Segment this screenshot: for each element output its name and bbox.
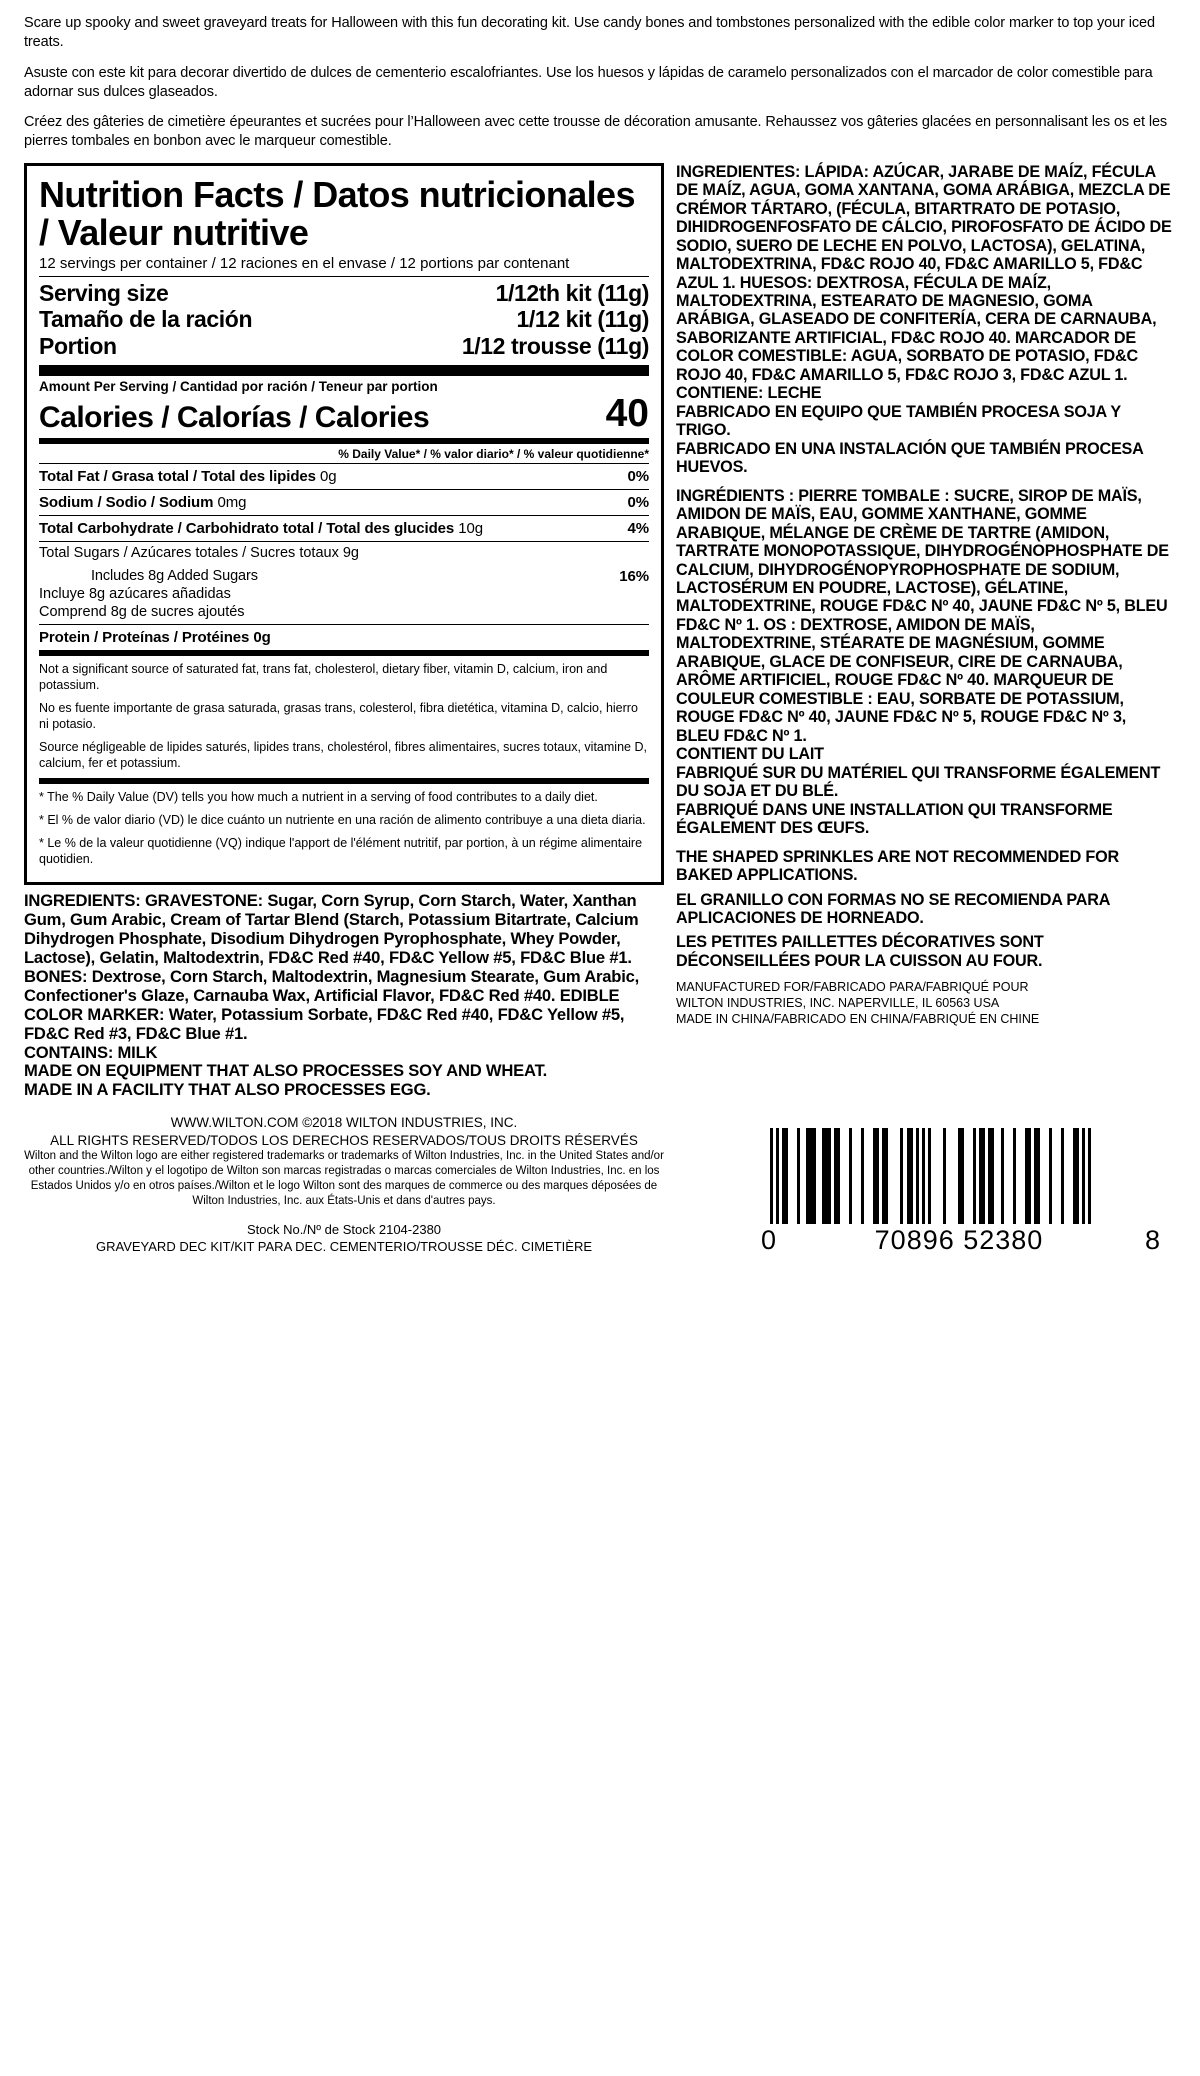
serving-size-block [39,277,649,361]
footnote-en: Not a significant source of saturated fat, trans fat, cholesterol, dietary fiber, vitamin D, calcium, iron and potassium. [39,662,608,693]
total-fat-dv: 0% [627,468,649,486]
facility-warning-fr: FABRIQUÉ DANS UNE INSTALLATION QUI TRANSFORME ÉGALEMENT DES ŒUFS. [676,800,1113,838]
equipment-warning-fr: FABRIQUÉ SUR DU MATÉRIEL QUI TRANSFORME ÉGALEMENT DU SOJA ET DU BLÉ. [676,763,1161,801]
ingredients-french [676,487,1172,838]
sprinkle-note-es: EL GRANILLO CON FORMAS NO SE RECOMIENDA PARA APLICACIONES DE HORNEADO. [676,890,1110,927]
footer-left [24,1114,664,1256]
serving-size-row [39,333,649,359]
footer-website: WWW.WILTON.COM ©2018 WILTON INDUSTRIES, INC. [170,1115,518,1131]
ingredients-en-body: INGREDIENTS: GRAVESTONE: Sugar, Corn Syrup, Corn Starch, Water, Xanthan Gum, Gum Arabic, Cream of Tartar Blend (Starch, Potassium Bitartrate, Calcium Dihydrogen Phosphate, Disodium Dihydrogen Pyrophosphate, Whey Powder, Lactose), Gelatin, Maltodextrin, FD&C Red #40, FD&C Yellow #5, FD&C Blue #1. BONES: Dextrose, Corn Starch, Maltodextrin, Magnesium Stearate, Gum Arabic, Confectioner's Glaze, Carnauba Wax, Artificial Flavor, FD&C Red #40. EDIBLE COLOR MARKER: Water, Potassium Sorbate, FD&C Red #40, FD&C Yellow #5, FD&C Red #3, FD&C Blue #1. [24,891,640,1043]
footer-rights: ALL RIGHTS RESERVED/TODOS LOS DERECHOS RESERVADOS/TOUS DROITS RÉSERVÉS [50,1132,638,1148]
sprinkle-note-en: THE SHAPED SPRINKLES ARE NOT RECOMMENDED FOR BAKED APPLICATIONS. [676,847,1119,885]
ingredients-fr-body: INGRÉDIENTS : PIERRE TOMBALE : SUCRE, SIROP DE MAÏS, AMIDON DE MAÏS, EAU, GOMME XANTHANE, GOMME ARABIQUE, MÉLANGE DE CRÈME DE TARTRE (AMIDON, TARTRATE MONOPOTASSIQUE, DIHYDROGÉNOPHOSPHATE DE CALCIUM, DIHYDROGÉNOPYROPHOSPHATE DE SODIUM, LACTOSÉRUM EN POUDRE, LACTOSE), GÉLATINE, MALTODEXTRINE, ROUGE FD&C Nº 40, JAUNE FD&C Nº 5, BLEU FD&C Nº 1. OS : DEXTROSE, AMIDON DE MAÏS, MALTODEXTRINE, STÉARATE DE MAGNÉSIUM, GOMME ARABIQUE, GLACE DE CONFISEUR, CIRE DE CARNAUBA, ARÔME ARTIFICIEL, ROUGE FD&C Nº 40. MARQUEUR DE COULEUR COMESTIBLE : EAU, SORBATE DE POTASSIUM, ROUGE FD&C Nº 40, JAUNE FD&C Nº 5, ROUGE FD&C Nº 3, BLEU FD&C Nº 1. [676,486,1169,745]
serving-size-label-en: Serving size [39,280,169,306]
description-es: Asuste con este kit para decorar divertido de dulces de cementerio escalofriantes. Use los huesos y lápidas de caramelo personalizados con el marcador de color comestible para adornar sus dulces glaseados. [24,64,1153,100]
daily-value-header: % Daily Value* / % valor diario* / % valeur quotidienne* [338,447,649,462]
serving-size-label-es: Tamaño de la ración [39,306,253,333]
stock-info [24,1222,664,1256]
daily-value-footnotes [39,778,649,867]
added-sugars-label-es: Incluye 8g azúcares añadidas [39,586,231,603]
footnote-fr: Source négligeable de lipides saturés, lipides trans, cholestérol, fibres alimentaires, sucres totaux, vitamine D, calcium, fer et potassium. [39,740,647,771]
added-sugars-label-en: Includes 8g Added Sugars [91,568,258,585]
manufactured-line-3: MADE IN CHINA/FABRICADO EN CHINA/FABRIQUÉ EN CHINE [676,1011,1040,1026]
right-column [676,163,1172,1028]
dv-footnote-es: * El % de valor diario (VD) le dice cuánto un nutriente en una ración de alimento contribuye a una dieta diaria. [39,813,646,828]
description-en: Scare up spooky and sweet graveyard treats for Halloween with this fun decorating kit. Use candy bones and tombstones personalized with the edible color marker to top your iced treats. [24,15,1155,51]
product-description [24,14,1176,152]
nutrition-facts-title: Nutrition Facts / Datos nutricionales / Valeur nutritive [39,173,635,253]
total-sugars-row: Total Sugars / Azúcares totales / Sucres totaux 9g [39,541,649,564]
protein-label: Protein / Proteínas / Protéines 0g [39,629,271,647]
protein-row [39,624,649,650]
facility-warning-en: MADE IN A FACILITY THAT ALSO PROCESSES EGG. [24,1080,431,1100]
total-carbohydrate-label: Total Carbohydrate / Carbohidrato total / Total des glucides 10g [39,520,483,538]
added-sugars-dv: 16% [619,568,649,586]
serving-size-label-fr: Portion [39,332,117,359]
barcode-digit-left: 0 [761,1225,778,1256]
kit-name: GRAVEYARD DEC KIT/KIT PARA DEC. CEMENTERIO/TROUSSE DÉC. CIMETIÈRE [96,1239,592,1255]
stock-number: Stock No./Nº de Stock 2104-2380 [246,1222,442,1238]
nutrition-footnotes [39,656,649,771]
equipment-warning-es: FABRICADO EN EQUIPO QUE TAMBIÉN PROCESA SOJA Y TRIGO. [676,402,1121,440]
footer-right [706,1128,1176,1256]
total-fat-label: Total Fat / Grasa total / Total des lipides 0g [39,468,337,486]
servings-per-container: 12 servings per container / 12 raciones en el envase / 12 portions par contenant [39,255,649,277]
manufactured-info [676,980,1172,1027]
ingredients-english [24,892,664,1100]
calories-value: 40 [605,392,649,436]
equipment-warning-en: MADE ON EQUIPMENT THAT ALSO PROCESSES SOY AND WHEAT. [24,1061,548,1081]
serving-size-value-fr: 1/12 trousse (11g) [461,332,649,359]
ingredients-spanish [676,163,1172,477]
page-footer [24,1114,1176,1256]
calories-label: Calories / Calorías / Calories [39,401,430,435]
amount-per-serving-label: Amount Per Serving / Cantidad por ración / Teneur par portion [39,379,438,395]
footnote-es: No es fuente importante de grasa saturada, grasas trans, colesterol, fibra dietética, vitamina D, calcio, hierro ni potasio. [39,701,638,732]
barcode-digits [761,1225,1161,1256]
serving-size-row [39,306,649,332]
nutrition-facts-panel [24,163,664,886]
sodium-label: Sodium / Sodio / Sodium 0mg [39,494,247,512]
calories-row [39,394,649,438]
contains-en: CONTAINS: MILK [24,1042,158,1062]
nutrient-row-sodium [39,489,649,515]
added-sugars-row [39,564,649,585]
left-column [24,163,664,1101]
serving-size-value-es: 1/12 kit (11g) [516,306,649,333]
divider-thick [39,365,649,376]
footer-legal: Wilton and the Wilton logo are either registered trademarks or trademarks of Wilton Industries, Inc. in the United States and/or other countries./Wilton y el logotipo de Wilton son marcas registradas o marcas comerciales de Wilton Industries, Inc. en los Estados Unidos y/o en otros países./Wilton et le logo Wilton sont des marques de commerce ou des marques déposées de Wilton Industries, Inc. aux États-Unis et dans d'autres pays. [24,1150,664,1207]
added-sugars-label-fr: Comprend 8g de sucres ajoutés [39,604,245,621]
manufactured-line-2: WILTON INDUSTRIES, INC. NAPERVILLE, IL 60563 USA [676,996,1000,1010]
barcode-digit-right: 8 [1144,1225,1161,1256]
description-fr: Créez des gâteries de cimetière épeurantes et sucrées pour l’Halloween avec cette trousse de décoration amusante. Rehaussez vos gâteries glacées en personnalisant les os et les pierres tombales en bonbon avec le marqueur comestible. [24,114,1168,150]
main-content [24,163,1176,1101]
nutrient-row-total-fat [39,463,649,489]
nutrient-row-total-carbohydrate [39,515,649,541]
dv-footnote-en: * The % Daily Value (DV) tells you how much a nutrient in a serving of food contributes to a daily diet. [39,790,598,805]
dv-footnote-fr: * Le % de la valeur quotidienne (VQ) indique l'apport de l'élément nutritif, par portion, à un régime alimentaire quotidien. [39,836,643,867]
serving-size-value-en: 1/12th kit (11g) [495,280,649,306]
manufactured-line-1: MANUFACTURED FOR/FABRICADO PARA/FABRIQUÉ POUR [676,980,1029,995]
contains-fr: CONTIENT DU LAIT [676,745,824,764]
sodium-dv: 0% [627,494,649,512]
sprinkle-note-fr: LES PETITES PAILLETTES DÉCORATIVES SONT DÉCONSEILLÉES POUR LA CUISSON AU FOUR. [676,933,1044,970]
ingredients-es-body: INGREDIENTES: LÁPIDA: AZÚCAR, JARABE DE MAÍZ, FÉCULA DE MAÍZ, AGUA, GOMA XANTANA, GOMA ARÁBIGA, MEZCLA DE CRÉMOR TÁRTARO, (FÉCULA, BITARTRATO DE POTASIO, DIHIDROGENFOSFATO DE CÁLCIO, PIROFOSFATO DE ÁCIDO DE SODIO, SUERO DE LECHE EN POLVO, LACTOSA), GELATINA, MALTODEXTRINA, FD&C ROJO 40, FD&C AMARILLO 5, FD&C AZUL 1. HUESOS: DEXTROSA, FÉCULA DE MAÍZ, MALTODEXTRINA, ESTEARATO DE MAGNESIO, GOMA ARÁBIGA, GLASEADO DE CONFITERÍA, CERA DE CARNAUBA, SABORIZANTE ARTIFICIAL, FD&C ROJO 40. MARCADOR DE COLOR COMESTIBLE: AGUA, SORBATO DE POTASIO, FD&C ROJO 40, FD&C AMARILLO 5, FD&C ROJO 3, FD&C AZUL 1. [676,162,1172,384]
facility-warning-es: FABRICADO EN UNA INSTALACIÓN QUE TAMBIÉN PROCESA HUEVOS. [676,439,1144,477]
upc-barcode [761,1128,1101,1224]
barcode-wrapper [706,1128,1161,1256]
total-carbohydrate-dv: 4% [627,520,649,538]
contains-es: CONTIENE: LECHE [676,384,822,403]
serving-size-row [39,280,649,306]
barcode-digit-middle: 70896 52380 [874,1225,1044,1256]
